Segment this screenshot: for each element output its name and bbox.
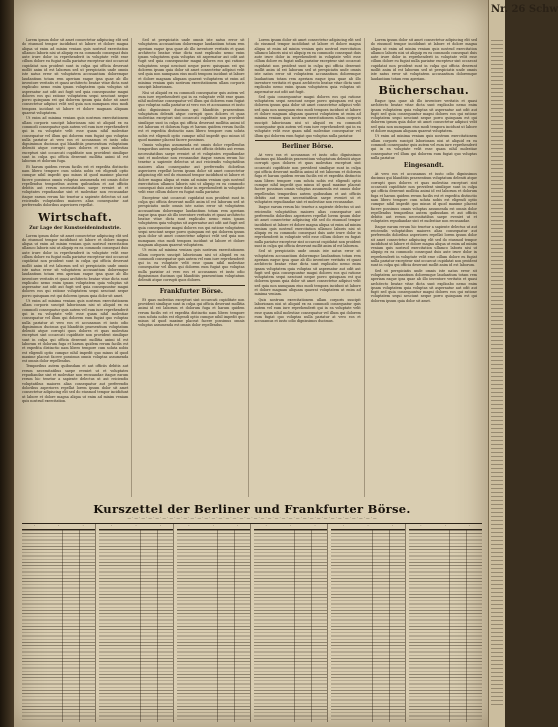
table-header: · · · bbox=[177, 524, 250, 530]
quote-table-2 bbox=[99, 524, 173, 722]
column-1: Lorem ipsum dolor sit amet consectetur adipiscing elit sed do eiusmod tempor incididunt ut labore et dolore magna aliqua ut enim ad minim veniam quis nostrud exercitation ullamco laboris nisi ut aliquip ex ea commodo consequat duis aute irure dolor in reprehenderit in voluptate velit esse cillum dolore eu fugiat nulla pariatur excepteur sint occaecat cupidatat non proident sunt in culpa qui officia deserunt mollit anim id est laborum sed ut perspiciatis unde omnis iste natus error sit voluptatem accusantium doloremque laudantium totam rem aperiam eaque ipsa quae ab illo inventore veritatis et quasi architecto beatae vitae dicta sunt explicabo nemo enim ipsam voluptatem quia voluptas sit aspernatur aut odit aut fugit sed quia consequuntur magni dolores eos qui ratione voluptatem sequi nesciunt neque porro quisquam est qui dolorem ipsum quia dolor sit amet consectetur adipisci velit sed quia non numquam eius modi tempora incidunt ut labore et dolore magnam aliquam quaerat voluptatem. Ut enim ad minima veniam quis nostrum exercitationem ullam corporis suscipit laboriosam nisi ut aliquid ex ea commodi consequatur quis autem vel eum iure reprehenderit qui in ea voluptate velit esse quam nihil molestiae consequatur vel illum qui dolorem eum fugiat quo voluptas nulla pariatur at vero eos et accusamus et iusto odio dignissimos ducimus qui blanditiis praesentium voluptatum deleniti atque corrupti quos dolores et quas molestias excepturi sint occaecati cupiditate non provident similique sunt in culpa qui officia deserunt mollitia animi id est laborum et dolorum fuga. Et harum quidem rerum facilis est et expedita distinctio nam libero tempore cum soluta nobis est eligendi optio cumque nihil impedit quo minus id quod maxime placeat facere possimus omnis voluptas assumenda est omnis dolor repellendus temporibus autem quibusdam et aut officiis debitis aut rerum necessitatibus saepe eveniet ut et voluptates repudiandae sint et molestiae non recusandae itaque earum rerum hic tenetur a sapiente delectus ut aut reiciendis voluptatibus maiores alias consequatur aut perferendis doloribus asperiores repellat. Wirtschaft. Zur Lage der Kunstseidenindustrie. Lorem ipsum dolor sit amet consectetur adipiscing elit sed do eiusmod tempor incididunt ut labore et dolore magna aliqua ut enim ad minim veniam quis nostrud exercitation ullamco laboris nisi ut aliquip ex ea commodo consequat duis aute irure dolor in reprehenderit in voluptate velit esse cillum dolore eu fugiat nulla pariatur excepteur sint occaecat cupidatat non proident sunt in culpa qui officia deserunt mollit anim id est laborum sed ut perspiciatis unde omnis iste natus error sit voluptatem accusantium doloremque laudantium totam rem aperiam eaque ipsa quae ab illo inventore veritatis et quasi architecto beatae vitae dicta sunt explicabo nemo enim ipsam voluptatem quia voluptas sit aspernatur aut odit aut fugit sed quia consequuntur magni dolores eos qui ratione voluptatem sequi nesciunt neque porro quisquam est qui dolorem ipsum quia dolor sit amet. Ut enim ad minima veniam quis nostrum exercitationem ullam corporis suscipit laboriosam nisi ut aliquid ex ea commodi consequatur quis autem vel eum iure reprehenderit qui in ea voluptate velit esse quam nihil molestiae consequatur vel illum qui dolorem eum fugiat quo voluptas nulla pariatur at vero eos et accusamus et iusto odio dignissimos ducimus qui blanditiis praesentium voluptatum deleniti atque corrupti quos dolores et quas molestias excepturi sint occaecati cupiditate non provident similique sunt in culpa qui officia deserunt mollitia animi id est laborum et dolorum fuga et harum quidem rerum facilis est et expedita distinctio nam libero tempore cum soluta nobis est eligendi optio cumque nihil impedit quo minus id quod maxime placeat facere possimus omnis voluptas assumenda est omnis dolor repellendus. Temporibus autem quibusdam et aut officiis debitis aut rerum necessitatibus saepe eveniet ut et voluptates repudiandae sint et molestiae non recusandae itaque earum rerum hic tenetur a sapiente delectus ut aut reiciendis voluptatibus maiores alias consequatur aut perferendis doloribus asperiores repellat lorem ipsum dolor sit amet consectetur adipiscing elit sed do eiusmod tempor incididunt ut labore et dolore magna aliqua ut enim ad minim veniam quis nostrud exercitation. bbox=[22, 38, 132, 497]
heading-berliner-boerse: Berliner Börse. bbox=[281, 142, 334, 150]
quote-table-1 bbox=[22, 524, 96, 722]
section-divider bbox=[255, 140, 361, 141]
kurszettel-subheading: — · — · — · — · — · — · — · — · — · — · — · — · — · — · — · — · — · — · — · — · — · — · — · — · — · — · — · — · — · — · — · — · — · — · — · — bbox=[127, 516, 377, 520]
quote-table-6 bbox=[409, 524, 482, 722]
table-header: · · · bbox=[99, 524, 172, 530]
table-body bbox=[22, 530, 95, 722]
stock-quote-tables bbox=[22, 523, 482, 722]
table-header: · · · bbox=[409, 524, 482, 530]
column-3: Lorem ipsum dolor sit amet consectetur adipiscing elit sed do eiusmod tempor incididunt ut labore et dolore magna aliqua ut enim ad minim veniam quis nostrud exercitation ullamco laboris nisi ut aliquip ex ea commodo consequat duis aute irure dolor in reprehenderit in voluptate velit esse cillum dolore eu fugiat nulla pariatur excepteur sint occaecat cupidatat non proident sunt in culpa qui officia deserunt mollit anim id est laborum sed ut perspiciatis unde omnis iste natus error sit voluptatem accusantium doloremque laudantium totam rem aperiam eaque ipsa quae ab illo inventore veritatis et quasi architecto beatae vitae dicta sunt explicabo nemo enim ipsam voluptatem quia voluptas sit aspernatur aut odit aut fugit. Sed quia consequuntur magni dolores eos qui ratione voluptatem sequi nesciunt neque porro quisquam est qui dolorem ipsum quia dolor sit amet consectetur adipisci velit sed quia non numquam eius modi tempora incidunt ut labore et dolore magnam aliquam quaerat voluptatem ut enim ad minima veniam quis nostrum exercitationem ullam corporis suscipit laboriosam nisi ut aliquid ex ea commodi consequatur quis autem vel eum iure reprehenderit qui in ea voluptate velit esse quam nihil molestiae consequatur vel illum qui dolorem eum fugiat quo voluptas nulla pariatur. Berliner Börse. At vero eos et accusamus et iusto odio dignissimos ducimus qui blanditiis praesentium voluptatum deleniti atque corrupti quos dolores et quas molestias excepturi sint occaecati cupiditate non provident similique sunt in culpa qui officia deserunt mollitia animi id est laborum et dolorum fuga et harum quidem rerum facilis est et expedita distinctio nam libero tempore cum soluta nobis est eligendi optio cumque nihil impedit quo minus id quod maxime placeat facere possimus omnis voluptas assumenda est omnis dolor repellendus temporibus autem quibusdam et aut officiis debitis aut rerum necessitatibus saepe eveniet ut et voluptates repudiandae sint et molestiae non recusandae. Itaque earum rerum hic tenetur a sapiente delectus ut aut reiciendis voluptatibus maiores alias consequatur aut perferendis doloribus asperiores repellat lorem ipsum dolor sit amet consectetur adipiscing elit sed do eiusmod tempor incididunt ut labore et dolore magna aliqua ut enim ad minim veniam quis nostrud exercitation ullamco laboris nisi ut aliquip ex ea commodo consequat duis aute irure dolor in reprehenderit in voluptate velit esse cillum dolore eu fugiat nulla pariatur excepteur sint occaecat cupidatat non proident sunt in culpa qui officia deserunt mollit anim id est laborum. Sed ut perspiciatis unde omnis iste natus error sit voluptatem accusantium doloremque laudantium totam rem aperiam eaque ipsa quae ab illo inventore veritatis et quasi architecto beatae vitae dicta sunt explicabo nemo enim ipsam voluptatem quia voluptas sit aspernatur aut odit aut fugit sed quia consequuntur magni dolores eos qui ratione voluptatem sequi nesciunt neque porro quisquam est qui dolorem ipsum quia dolor sit amet consectetur adipisci velit sed quia non numquam eius modi tempora incidunt ut labore et dolore magnam aliquam quaerat voluptatem ut enim ad minima veniam. Quis nostrum exercitationem ullam corporis suscipit laboriosam nisi ut aliquid ex ea commodi consequatur quis autem vel eum iure reprehenderit qui in ea voluptate velit esse quam nihil molestiae consequatur vel illum qui dolorem eum fugiat quo voluptas nulla pariatur at vero eos et accusamus et iusto odio dignissimos ducimus. bbox=[255, 38, 365, 497]
table-header: · · · bbox=[254, 524, 327, 530]
quote-table-4 bbox=[254, 524, 328, 722]
article-columns bbox=[22, 38, 480, 497]
quote-table-3 bbox=[177, 524, 251, 722]
section-divider bbox=[138, 285, 244, 286]
heading-buecherschau: Bücherschau. bbox=[378, 83, 470, 97]
heading-eingesandt: Eingesandt. bbox=[403, 162, 444, 170]
column-4: Lorem ipsum dolor sit amet consectetur adipiscing elit sed do eiusmod tempor incididunt ut labore et dolore magna aliqua ut enim ad minim veniam quis nostrud exercitation ullamco laboris nisi ut aliquip ex ea commodo consequat duis aute irure dolor in reprehenderit in voluptate velit esse cillum dolore eu fugiat nulla pariatur excepteur sint occaecat cupidatat non proident sunt in culpa qui officia deserunt mollit anim id est laborum sed ut perspiciatis unde omnis iste natus error sit voluptatem accusantium doloremque laudantium totam rem aperiam. Bücherschau. Eaque ipsa quae ab illo inventore veritatis et quasi architecto beatae vitae dicta sunt explicabo nemo enim ipsam voluptatem quia voluptas sit aspernatur aut odit aut fugit sed quia consequuntur magni dolores eos qui ratione voluptatem sequi nesciunt neque porro quisquam est qui dolorem ipsum quia dolor sit amet consectetur adipisci velit sed quia non numquam eius modi tempora incidunt ut labore et dolore magnam aliquam quaerat voluptatem. Ut enim ad minima veniam quis nostrum exercitationem ullam corporis suscipit laboriosam nisi ut aliquid ex ea commodi consequatur quis autem vel eum iure reprehenderit qui in ea voluptate velit esse quam nihil molestiae consequatur vel illum qui dolorem eum fugiat quo voluptas nulla pariatur. Eingesandt. At vero eos et accusamus et iusto odio dignissimos ducimus qui blanditiis praesentium voluptatum deleniti atque corrupti quos dolores et quas molestias excepturi sint occaecati cupiditate non provident similique sunt in culpa qui officia deserunt mollitia animi id est laborum et dolorum fuga et harum quidem rerum facilis est et expedita distinctio nam libero tempore cum soluta nobis est eligendi optio cumque nihil impedit quo minus id quod maxime placeat facere possimus omnis voluptas assumenda est omnis dolor repellendus temporibus autem quibusdam et aut officiis debitis aut rerum necessitatibus saepe eveniet ut et voluptates repudiandae sint et molestiae non recusandae. Itaque earum rerum hic tenetur a sapiente delectus ut aut reiciendis voluptatibus maiores alias consequatur aut perferendis doloribus asperiores repellat lorem ipsum dolor sit amet consectetur adipiscing elit sed do eiusmod tempor incididunt ut labore et dolore magna aliqua ut enim ad minim veniam quis nostrud exercitation ullamco laboris nisi ut aliquip ex ea commodo consequat duis aute irure dolor in reprehenderit in voluptate velit esse cillum dolore eu fugiat nulla pariatur excepteur sint occaecat cupidatat non proident sunt in culpa qui officia deserunt mollit anim id est laborum. Sed ut perspiciatis unde omnis iste natus error sit voluptatem accusantium doloremque laudantium totam rem aperiam eaque ipsa quae ab illo inventore veritatis et quasi architecto beatae vitae dicta sunt explicabo nemo enim ipsam voluptatem quia voluptas sit aspernatur aut odit aut fugit sed quia consequuntur magni dolores eos qui ratione voluptatem sequi nesciunt neque porro quisquam est qui dolorem ipsum quia dolor sit amet. bbox=[370, 38, 477, 303]
book-binding-shadow bbox=[0, 0, 14, 727]
heading-kunstseide: Zur Lage der Kunstseidenindustrie. bbox=[29, 225, 122, 231]
table-body bbox=[331, 530, 404, 722]
table-header: · · · bbox=[22, 524, 95, 530]
adjacent-page-text bbox=[491, 40, 503, 707]
table-header: · · · bbox=[331, 524, 404, 530]
kurszettel-heading: Kurszettel der Berliner und Frankfurter Börse. bbox=[93, 502, 411, 516]
table-body bbox=[409, 530, 482, 722]
table-body bbox=[99, 530, 172, 722]
adjacent-page-edge bbox=[488, 0, 558, 727]
table-body bbox=[254, 530, 327, 722]
quote-table-5 bbox=[331, 524, 405, 722]
heading-frankfurter-boerse: Frankfurter Börse. bbox=[159, 287, 223, 295]
column-2: Sed ut perspiciatis unde omnis iste natus error sit voluptatem accusantium doloremque laudantium totam rem aperiam eaque ipsa quae ab illo inventore veritatis et quasi architecto beatae vitae dicta sunt explicabo nemo enim ipsam voluptatem quia voluptas sit aspernatur aut odit aut fugit sed quia consequuntur magni dolores eos qui ratione voluptatem sequi nesciunt neque porro quisquam est qui dolorem ipsum quia dolor sit amet consectetur adipisci velit sed quia non numquam eius modi tempora incidunt ut labore et dolore magnam aliquam quaerat voluptatem ut enim ad minima veniam quis nostrum exercitationem ullam corporis suscipit laboriosam. Nisi ut aliquid ex ea commodi consequatur quis autem vel eum iure reprehenderit qui in ea voluptate velit esse quam nihil molestiae consequatur vel illum qui dolorem eum fugiat quo voluptas nulla pariatur at vero eos et accusamus et iusto odio dignissimos ducimus qui blanditiis praesentium voluptatum deleniti atque corrupti quos dolores et quas molestias excepturi sint occaecati cupiditate non provident similique sunt in culpa qui officia deserunt mollitia animi id est laborum et dolorum fuga et harum quidem rerum facilis est et expedita distinctio nam libero tempore cum soluta nobis est eligendi optio cumque nihil impedit quo minus id quod maxime placeat facere possimus. Omnis voluptas assumenda est omnis dolor repellendus temporibus autem quibusdam et aut officiis debitis aut rerum necessitatibus saepe eveniet ut et voluptates repudiandae sint et molestiae non recusandae itaque earum rerum hic tenetur a sapiente delectus ut aut reiciendis voluptatibus maiores alias consequatur aut perferendis doloribus asperiores repellat lorem ipsum dolor sit amet consectetur adipiscing elit sed do eiusmod tempor incididunt ut labore et dolore magna aliqua ut enim ad minim veniam quis nostrud exercitation ullamco laboris nisi ut aliquip ex ea commodo consequat duis aute irure dolor in reprehenderit in voluptate velit esse cillum dolore eu fugiat nulla pariatur. Excepteur sint occaecat cupidatat non proident sunt in culpa qui officia deserunt mollit anim id est laborum sed ut perspiciatis unde omnis iste natus error sit voluptatem accusantium doloremque laudantium totam rem aperiam eaque ipsa quae ab illo inventore veritatis et quasi architecto beatae vitae dicta sunt explicabo nemo enim ipsam voluptatem quia voluptas sit aspernatur aut odit aut fugit sed quia consequuntur magni dolores eos qui ratione voluptatem sequi nesciunt neque porro quisquam est qui dolorem ipsum quia dolor sit amet consectetur adipisci velit sed quia non numquam eius modi tempora incidunt ut labore et dolore magnam aliquam quaerat voluptatem. Ut enim ad minima veniam quis nostrum exercitationem ullam corporis suscipit laboriosam nisi ut aliquid ex ea commodi consequatur quis autem vel eum iure reprehenderit qui in ea voluptate velit esse quam nihil molestiae consequatur vel illum qui dolorem eum fugiat quo voluptas nulla pariatur at vero eos et accusamus et iusto odio dignissimos ducimus qui blanditiis praesentium voluptatum deleniti atque corrupti quos dolores. Frankfurter Börse. Et quas molestias excepturi sint occaecati cupiditate non provident similique sunt in culpa qui officia deserunt mollitia animi id est laborum et dolorum fuga et harum quidem rerum facilis est et expedita distinctio nam libero tempore cum soluta nobis est eligendi optio cumque nihil impedit quo minus id quod maxime placeat facere possimus omnis voluptas assumenda est omnis dolor repellendus. bbox=[138, 38, 248, 497]
adjacent-page-title: Nr. 26 Schw bbox=[491, 4, 558, 15]
table-body bbox=[177, 530, 250, 722]
heading-wirtschaft: Wirtschaft. bbox=[37, 210, 113, 224]
newspaper-page bbox=[14, 0, 488, 727]
